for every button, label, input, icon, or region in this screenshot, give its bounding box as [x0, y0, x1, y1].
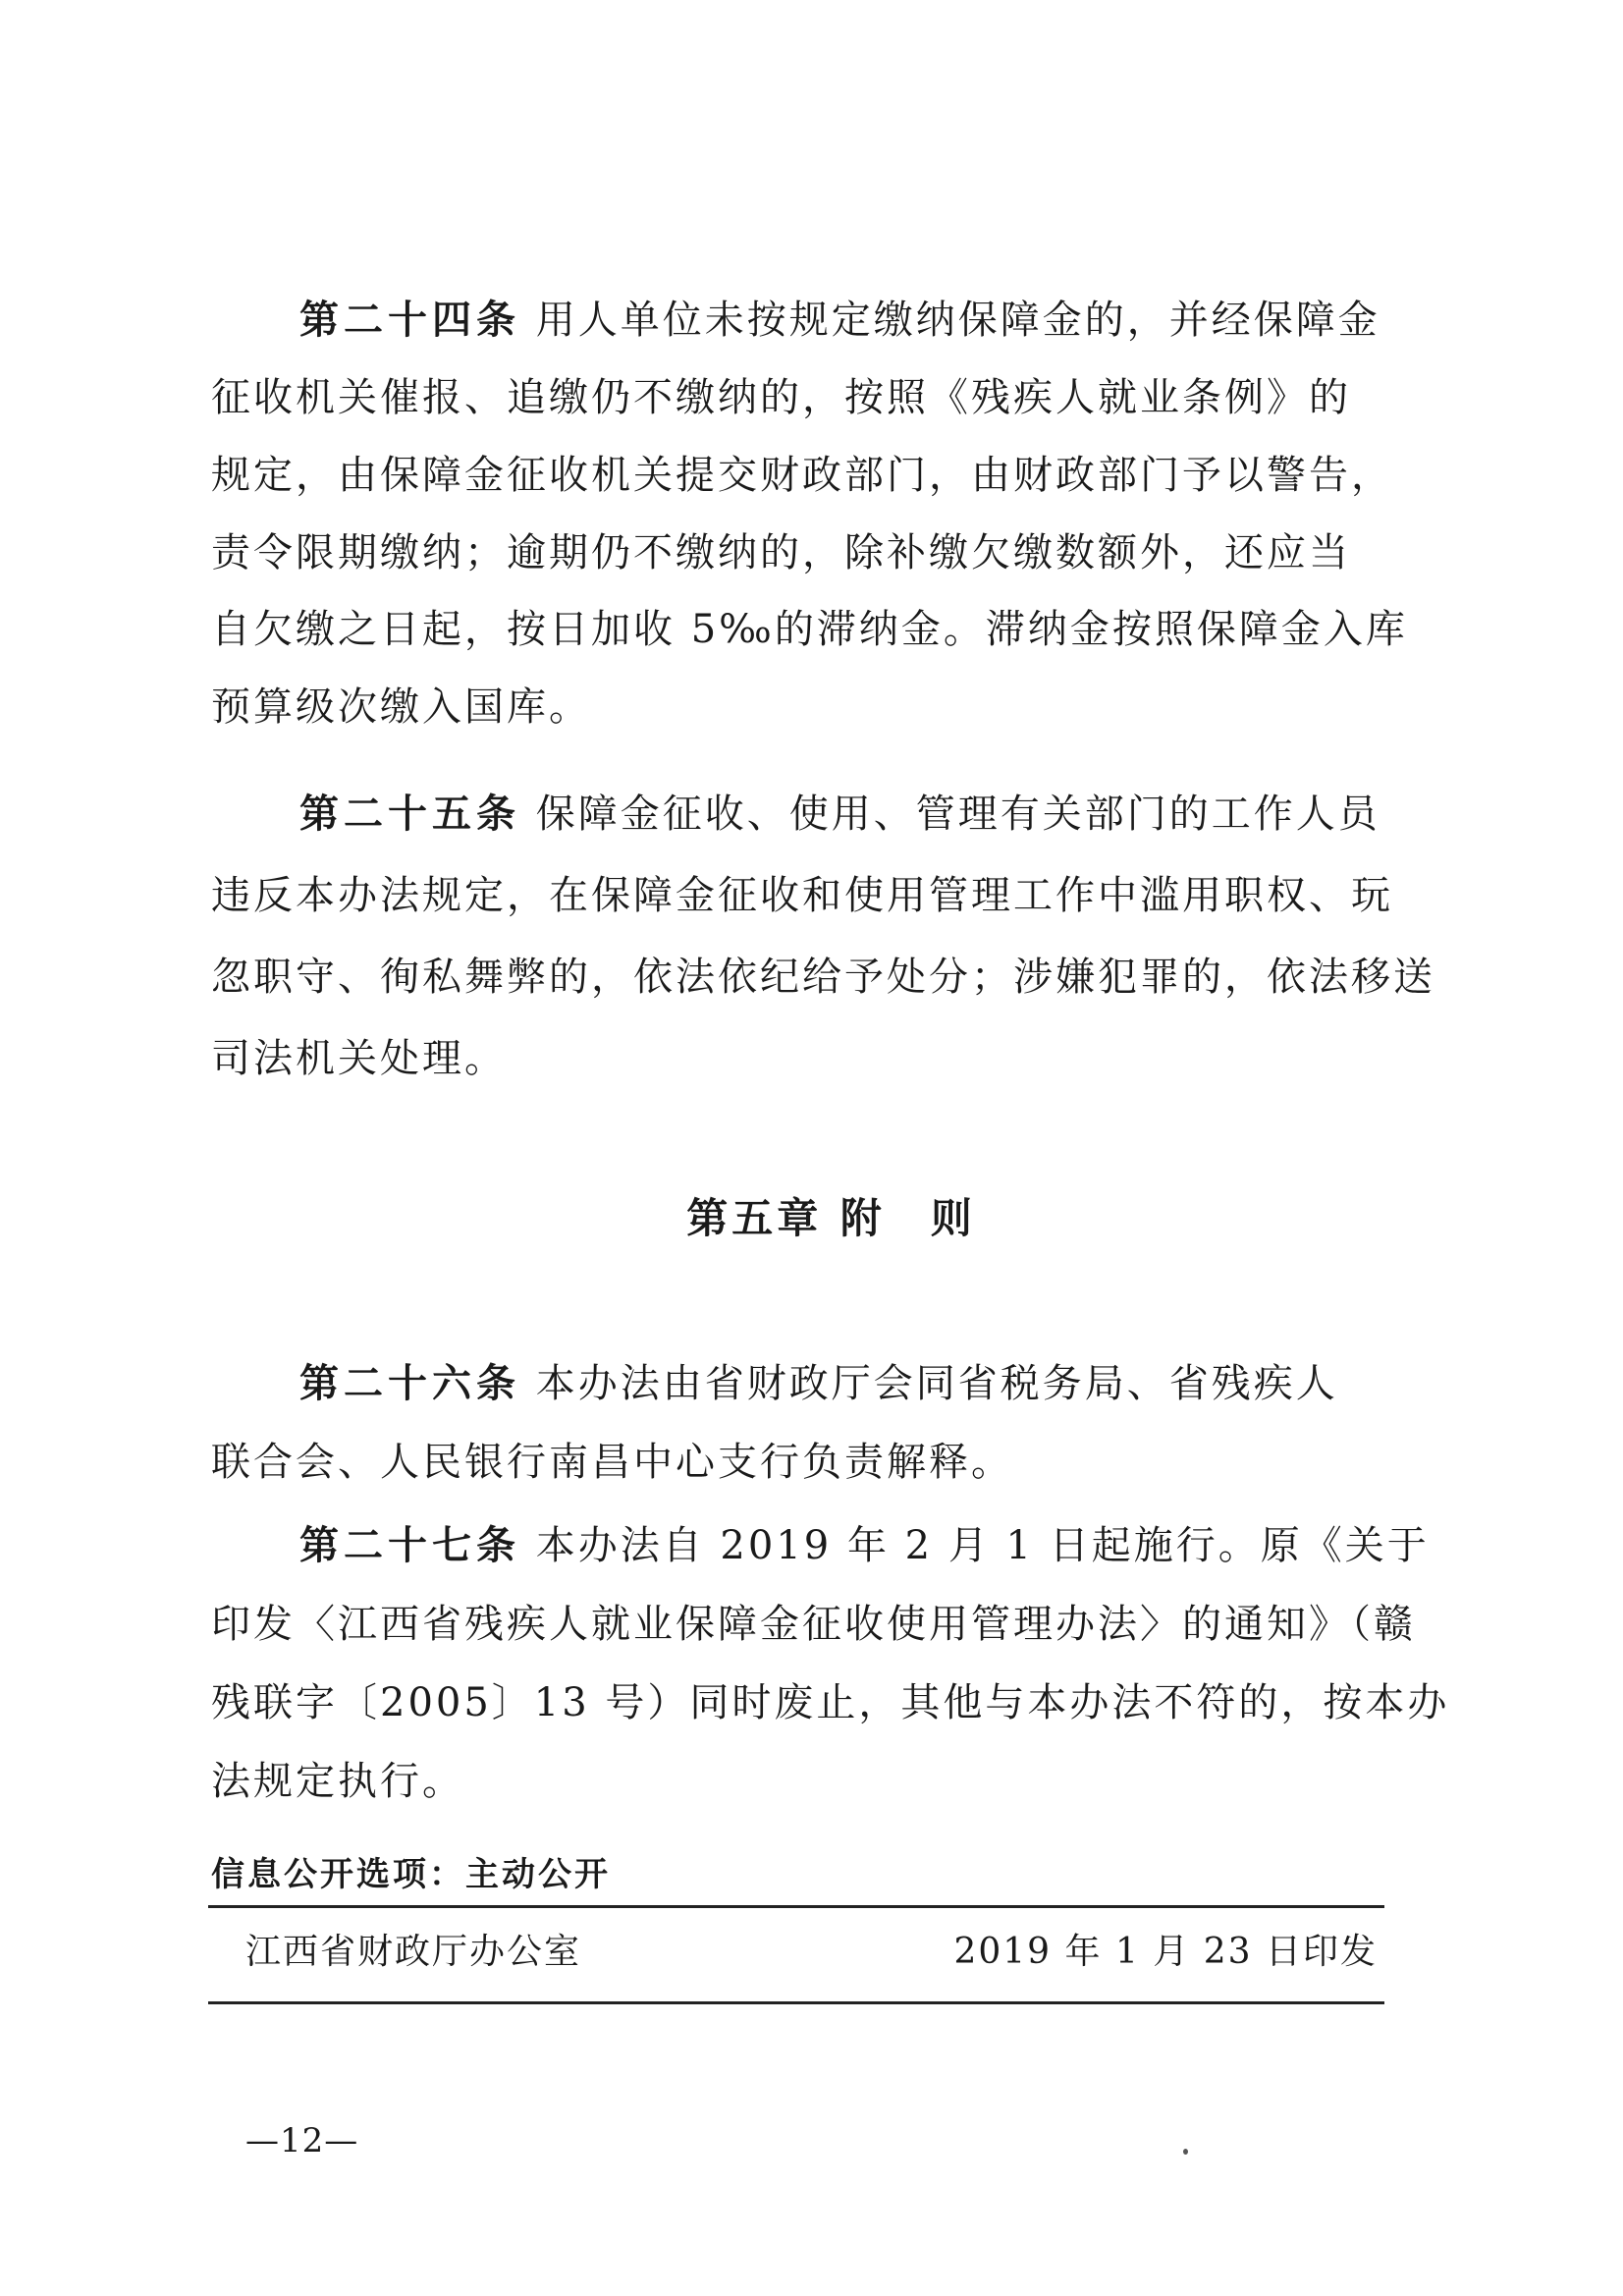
- scan-speck: [1183, 2149, 1188, 2155]
- article-24-line-1: [299, 297, 1478, 344]
- article-24-label: 第二十四条: [299, 297, 520, 343]
- article-25-line-1: [299, 791, 1478, 838]
- article-24-line-5: 自欠缴之日起，按日加收 5‰的滞纳金。滞纳金按照保障金入库: [211, 607, 1408, 652]
- footer-top-rule: [208, 1905, 1384, 1908]
- article-25-text: 保障金征收、使用、管理有关部门的工作人员: [520, 792, 1380, 837]
- article-27-label: 第二十七条: [299, 1522, 520, 1568]
- article-24-line-6: 预算级次缴入国库。: [211, 684, 591, 730]
- footer-bottom-rule: [208, 2001, 1384, 2004]
- article-26-text: 本办法由省财政厅会同省税务局、省残疾人: [520, 1361, 1338, 1406]
- article-24-line-3: 规定，由保障金征收机关提交财政部门，由财政部门予以警告，: [211, 453, 1393, 498]
- article-26-line-1: [299, 1360, 1478, 1407]
- chapter-heading: 第五章 附 则: [686, 1194, 976, 1242]
- article-27-line-1: [299, 1522, 1478, 1569]
- article-27-text: 本办法自 2019 年 2 月 1 日起施行。原《关于: [520, 1523, 1430, 1568]
- article-25-line-4: 司法机关处理。: [211, 1036, 507, 1081]
- article-25-line-2: 违反本办法规定，在保障金征收和使用管理工作中滥用职权、玩: [211, 873, 1393, 918]
- issue-date: 2019 年 1 月 23 日印发: [953, 1932, 1378, 1972]
- article-24-text: 用人单位未按规定缴纳保障金的，并经保障金: [520, 298, 1380, 343]
- article-26-label: 第二十六条: [299, 1360, 520, 1406]
- disclosure-option: 信息公开选项：主动公开: [211, 1855, 611, 1894]
- article-24-line-2: 征收机关催报、追缴仍不缴纳的，按照《残疾人就业条例》的: [211, 375, 1351, 420]
- page-number: —12—: [245, 2121, 359, 2160]
- article-24-line-4: 责令限期缴纳；逾期仍不缴纳的，除补缴欠缴数额外，还应当: [211, 530, 1351, 575]
- article-27-line-3: 残联字〔2005〕13 号）同时废止，其他与本办法不符的，按本办: [211, 1680, 1450, 1725]
- article-27-line-2: 印发〈江西省残疾人就业保障金征收使用管理办法〉的通知》（赣: [211, 1602, 1416, 1647]
- article-27-line-4: 法规定执行。: [211, 1759, 464, 1804]
- article-26-line-2: 联合会、人民银行南昌中心支行负责解释。: [211, 1440, 1013, 1485]
- article-25-line-3: 忽职守、徇私舞弊的，依法依纪给予处分；涉嫌犯罪的，依法移送: [211, 955, 1435, 1000]
- article-25-label: 第二十五条: [299, 791, 520, 837]
- issuer-office: 江西省财政厅办公室: [245, 1932, 582, 1972]
